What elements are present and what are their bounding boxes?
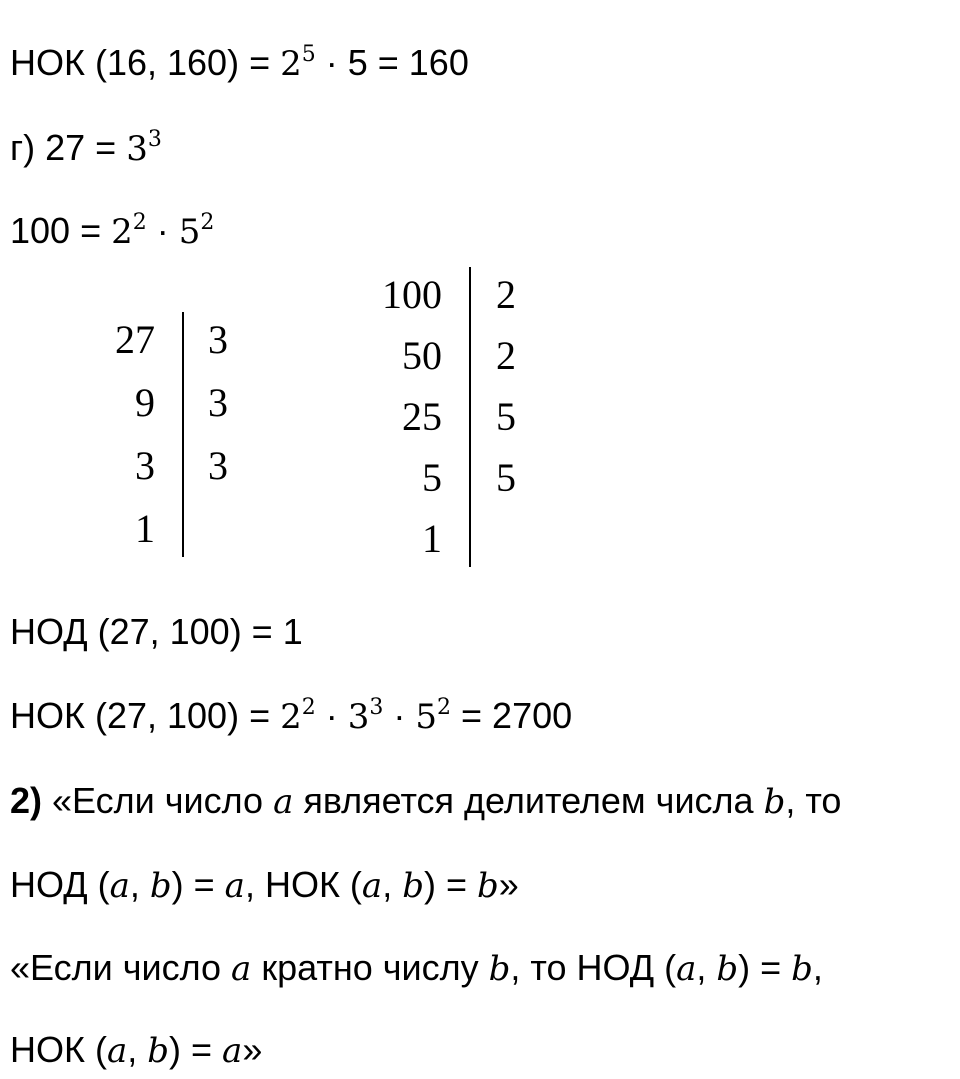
variable-b: b bbox=[763, 782, 786, 822]
division-bar bbox=[182, 312, 184, 557]
dot-operator: · bbox=[315, 695, 348, 736]
rule-text: ) = bbox=[171, 864, 225, 905]
power-base: 5 bbox=[415, 697, 438, 737]
rule-text: , bbox=[696, 947, 717, 988]
power-base: 2 bbox=[280, 697, 302, 737]
variable-a: a bbox=[231, 949, 252, 989]
factorization-100-line bbox=[10, 211, 214, 252]
variable-b: b bbox=[488, 949, 511, 989]
variable-a: a bbox=[224, 866, 245, 906]
gcd-27-100-line bbox=[10, 612, 303, 652]
power-base: 2 bbox=[280, 44, 302, 84]
dividend: 5 bbox=[422, 455, 442, 500]
rule-multiple-line bbox=[10, 948, 823, 989]
rule-divisor-line bbox=[10, 781, 841, 822]
variable-a: a bbox=[273, 782, 294, 822]
lcm-16-160-prefix: НОК (16, 160) = bbox=[10, 42, 281, 83]
power-exponent: 2 bbox=[132, 210, 147, 235]
factorization-100-prefix: 100 = bbox=[10, 210, 112, 251]
rule-text: НОК ( bbox=[10, 1029, 107, 1070]
item-g-prefix: г) 27 = bbox=[10, 127, 127, 168]
rule-text: является делителем числа bbox=[293, 780, 764, 821]
lcm-27-100-suffix: = 2700 bbox=[451, 695, 573, 736]
rule-text: ) = bbox=[423, 864, 477, 905]
lcm-27-100-prefix: НОК (27, 100) = bbox=[10, 695, 281, 736]
rule-text: , bbox=[812, 947, 823, 988]
variable-b: b bbox=[716, 949, 739, 989]
power-base: 2 bbox=[111, 212, 133, 252]
dividend: 1 bbox=[422, 516, 442, 561]
item-g-line bbox=[10, 128, 162, 169]
gcd-27-100-text: НОД (27, 100) = 1 bbox=[10, 611, 303, 652]
dividend: 1 bbox=[135, 506, 155, 551]
variable-a: a bbox=[106, 1031, 128, 1071]
rule-text: » bbox=[242, 1029, 263, 1070]
dot-operator: · bbox=[146, 210, 179, 251]
power-base: 3 bbox=[126, 129, 148, 169]
variable-b: b bbox=[149, 866, 172, 906]
rule-text: , то НОД ( bbox=[510, 947, 677, 988]
lcm-27-100-line bbox=[10, 696, 572, 737]
dot-operator: · bbox=[383, 695, 416, 736]
variable-b: b bbox=[791, 949, 813, 989]
power-exponent: 3 bbox=[147, 127, 162, 152]
dividend: 100 bbox=[382, 272, 442, 317]
dividend: 50 bbox=[402, 333, 442, 378]
dividend: 3 bbox=[135, 443, 155, 488]
divisor: 5 bbox=[496, 394, 516, 439]
rule-text: «Если число bbox=[10, 947, 232, 988]
dividend: 9 bbox=[135, 380, 155, 425]
power-exponent: 2 bbox=[200, 210, 215, 235]
item-number: 2) bbox=[10, 780, 43, 821]
variable-a: a bbox=[676, 949, 697, 989]
rule-text: кратно числу bbox=[251, 947, 489, 988]
rule-text: , bbox=[382, 864, 403, 905]
variable-b: b bbox=[402, 866, 424, 906]
divisor: 3 bbox=[208, 317, 228, 362]
variable-b: b bbox=[147, 1031, 170, 1071]
dividend: 27 bbox=[115, 317, 155, 362]
division-bar bbox=[469, 267, 471, 567]
rule-text: , bbox=[127, 1029, 148, 1070]
rule-text: , то bbox=[785, 780, 842, 821]
divisor: 3 bbox=[208, 443, 228, 488]
power-exponent: 5 bbox=[301, 42, 316, 67]
rule-text: «Если число bbox=[42, 780, 274, 821]
power-exponent: 3 bbox=[369, 695, 384, 720]
rule-text: ) = bbox=[738, 947, 792, 988]
dividend: 25 bbox=[402, 394, 442, 439]
rule-multiple-result-line bbox=[10, 1030, 262, 1071]
rule-text: НОД ( bbox=[10, 864, 110, 905]
variable-b: b bbox=[477, 866, 499, 906]
divisor: 2 bbox=[496, 272, 516, 317]
variable-a: a bbox=[361, 866, 383, 906]
lcm-16-160-line bbox=[10, 43, 469, 84]
divisor: 3 bbox=[208, 380, 228, 425]
variable-a: a bbox=[222, 1031, 243, 1071]
power-exponent: 2 bbox=[301, 695, 316, 720]
lcm-16-160-suffix: · 5 = 160 bbox=[315, 42, 469, 83]
variable-a: a bbox=[109, 866, 130, 906]
rule-text: ) = bbox=[169, 1029, 223, 1070]
rule-text: , bbox=[129, 864, 150, 905]
rule-divisor-result-line bbox=[10, 865, 519, 906]
power-exponent: 2 bbox=[437, 695, 452, 720]
divisor: 2 bbox=[496, 333, 516, 378]
rule-text: » bbox=[498, 864, 519, 905]
power-base: 3 bbox=[347, 697, 370, 737]
rule-text: , НОК ( bbox=[244, 864, 362, 905]
divisor: 5 bbox=[496, 455, 516, 500]
power-base: 5 bbox=[178, 212, 201, 252]
